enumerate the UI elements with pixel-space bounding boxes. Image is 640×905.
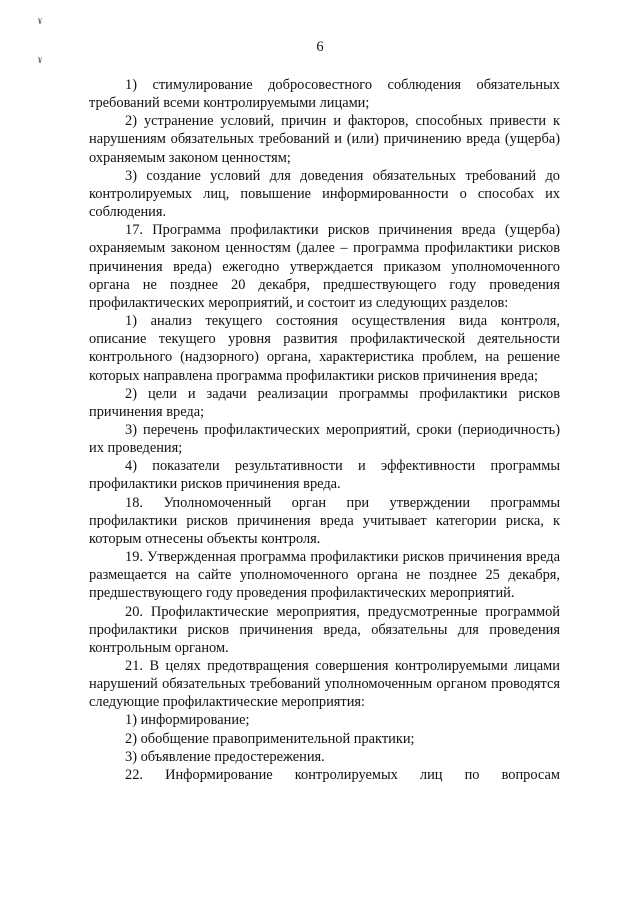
paragraph-goal-2: 2) устранение условий, причин и факторов, способных привести к нарушениям обязательных требований и (или) причинению вреда (ущерба) охраняемым законом ценностям; xyxy=(89,113,560,166)
paragraph-section-4: 4) показатели результативности и эффективности программы профилактики рисков причинения вреда. xyxy=(89,458,560,493)
paragraph-21: 21. В целях предотвращения совершения контролируемыми лицами нарушений обязательных требований уполномоченным органом проводятся следующие профилактические мероприятия: xyxy=(89,658,560,711)
paragraph-goal-1: 1) стимулирование добросовестного соблюдения обязательных требований всеми контролируемыми лицами; xyxy=(89,77,560,112)
paragraph-22: 22. Информирование контролируемых лиц по вопросам xyxy=(125,766,560,783)
paragraph-measure-2: 2) обобщение правоприменительной практики; xyxy=(125,730,415,747)
scan-mark-top: ¥ xyxy=(38,17,42,26)
page-number: 6 xyxy=(316,39,324,55)
paragraph-19: 19. Утвержденная программа профилактики рисков причинения вреда размещается на сайте уполномоченного органа не позднее 25 декабря, предшествующего году проведения профилактических мероприятий. xyxy=(89,549,560,602)
paragraph-goal-3: 3) создание условий для доведения обязательных требований до контролируемых лиц, повышение информированности о способах их соблюдения. xyxy=(89,167,560,221)
paragraph-17: 17. Программа профилактики рисков причинения вреда (ущерба) охраняемым законом ценностям (далее – программа профилактики рисков причинения вреда) ежегодно утверждается приказом уполномоченного органа не позднее 20 декабря, предшествующего году проведения профилактических мероприятий, и состоит из следующих разделов: xyxy=(89,222,560,311)
paragraph-section-2: 2) цели и задачи реализации программы профилактики рисков причинения вреда; xyxy=(89,385,560,420)
paragraph-measure-1: 1) информирование; xyxy=(125,712,250,729)
paragraph-20: 20. Профилактические мероприятия, предусмотренные программой профилактики рисков причинения вреда, обязательны для проведения контрольным органом. xyxy=(89,603,560,656)
paragraph-section-3: 3) перечень профилактических мероприятий, сроки (периодичность) их проведения; xyxy=(89,421,560,457)
scan-mark-bottom: ¥ xyxy=(38,56,42,65)
paragraph-18: 18. Уполномоченный орган при утверждении программы профилактики рисков причинения вреда учитывает категории риска, к которым отнесены объекты контроля. xyxy=(89,494,560,547)
document-body xyxy=(89,76,560,784)
paragraph-section-1: 1) анализ текущего состояния осуществления вида контроля, описание текущего уровня развития профилактической деятельности контрольного (надзорного) органа, характеристика проблем, на решение которых направлена программа профилактики рисков причинения вреда; xyxy=(89,313,560,384)
paragraph-measure-3: 3) объявление предостережения. xyxy=(125,748,325,765)
